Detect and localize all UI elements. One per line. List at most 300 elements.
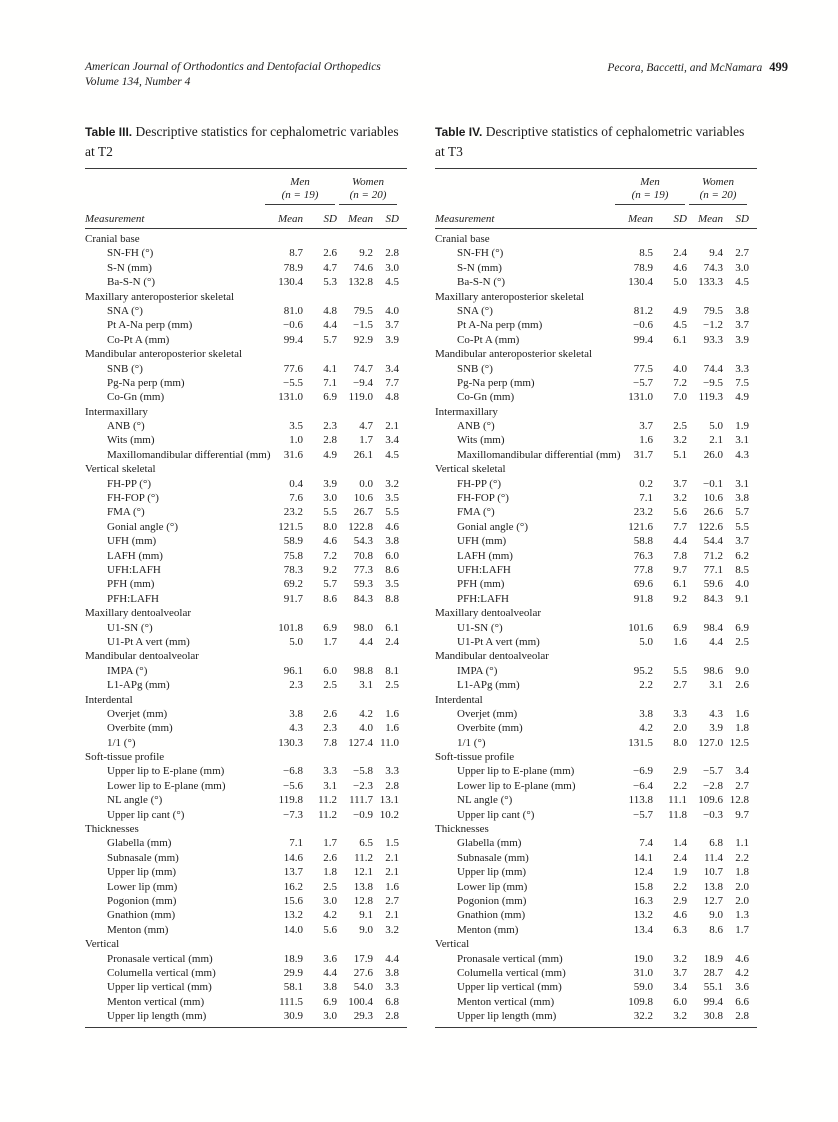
value-cell: 58.1 bbox=[283, 981, 303, 994]
table-row bbox=[435, 505, 749, 519]
value-cell: 84.3 bbox=[353, 592, 373, 605]
measurement-label: Gonial angle (°) bbox=[107, 520, 178, 533]
value-cell: 92.9 bbox=[353, 333, 373, 346]
table-row bbox=[435, 333, 749, 347]
women-n: (n = 20) bbox=[349, 188, 387, 201]
men-sd-header: SD bbox=[323, 213, 337, 225]
measurement-label: Co-Pt A (mm) bbox=[107, 333, 170, 346]
table-row bbox=[435, 563, 749, 577]
value-cell: 55.1 bbox=[703, 981, 723, 994]
value-cell: 3.4 bbox=[385, 434, 399, 447]
value-cell: 10.6 bbox=[353, 492, 373, 505]
value-cell: 4.9 bbox=[735, 391, 749, 404]
table-row bbox=[435, 390, 749, 404]
value-cell: 5.6 bbox=[323, 923, 337, 936]
table-row bbox=[85, 980, 399, 994]
authors: Pecora, Baccetti, and McNamara bbox=[607, 62, 763, 74]
value-cell: 29.3 bbox=[353, 1010, 373, 1023]
value-cell: 4.9 bbox=[323, 448, 337, 461]
measurement-label: FH-PP (°) bbox=[457, 477, 502, 490]
value-cell: 1.9 bbox=[735, 420, 749, 433]
table-row bbox=[435, 995, 749, 1009]
table-row bbox=[85, 448, 399, 462]
value-cell: 4.4 bbox=[673, 535, 687, 548]
section-row bbox=[85, 937, 399, 951]
value-cell: 3.2 bbox=[673, 492, 687, 505]
table-row bbox=[435, 419, 749, 433]
value-cell: 5.5 bbox=[323, 506, 337, 519]
value-cell: 8.8 bbox=[385, 592, 399, 605]
value-cell: 3.0 bbox=[735, 261, 749, 274]
table-row bbox=[435, 621, 749, 635]
value-cell: 4.0 bbox=[673, 362, 687, 375]
measurement-label: Upper lip (mm) bbox=[107, 866, 177, 879]
value-cell: 11.0 bbox=[380, 736, 399, 749]
measurement-label: Maxillary dentoalveolar bbox=[435, 607, 541, 620]
value-cell: 2.1 bbox=[385, 866, 399, 879]
value-cell: 2.6 bbox=[323, 851, 337, 864]
value-cell: 2.6 bbox=[323, 247, 337, 260]
value-cell: 1.6 bbox=[639, 434, 653, 447]
value-cell: 12.7 bbox=[703, 894, 723, 907]
table-row bbox=[435, 635, 749, 649]
value-cell: 100.4 bbox=[348, 995, 373, 1008]
measurement-label: Pogonion (mm) bbox=[457, 894, 527, 907]
measurement-label: Maxillary anteroposterior skeletal bbox=[435, 290, 585, 303]
table-row bbox=[435, 520, 749, 534]
value-cell: 14.6 bbox=[283, 851, 303, 864]
table-row bbox=[85, 505, 399, 519]
table-row bbox=[435, 549, 749, 563]
section-row bbox=[435, 232, 749, 246]
value-cell: −9.4 bbox=[353, 376, 373, 389]
value-cell: 74.3 bbox=[703, 261, 723, 274]
value-cell: 84.3 bbox=[703, 592, 723, 605]
measurement-label: Co-Gn (mm) bbox=[457, 391, 515, 404]
value-cell: 7.0 bbox=[673, 391, 687, 404]
table-row bbox=[435, 261, 749, 275]
value-cell: 69.2 bbox=[283, 578, 303, 591]
value-cell: 3.0 bbox=[323, 894, 337, 907]
value-cell: 19.0 bbox=[633, 952, 653, 965]
value-cell: 58.9 bbox=[283, 535, 303, 548]
measurement-label: Intermaxillary bbox=[435, 405, 498, 418]
measurement-label: Mandibular dentoalveolar bbox=[435, 650, 549, 663]
value-cell: 3.2 bbox=[673, 952, 687, 965]
value-cell: 99.4 bbox=[703, 995, 723, 1008]
value-cell: 5.3 bbox=[323, 276, 337, 289]
measurement-label: 1/1 (°) bbox=[457, 736, 486, 749]
value-cell: −0.3 bbox=[703, 808, 723, 821]
measurement-label: SN-FH (°) bbox=[457, 247, 504, 260]
measurement-label: Cranial base bbox=[85, 233, 140, 245]
men-column-group bbox=[615, 176, 685, 205]
value-cell: −6.9 bbox=[633, 765, 653, 778]
measurement-label: FH-FOP (°) bbox=[457, 492, 509, 505]
table-row bbox=[85, 275, 399, 289]
measurement-label: Cranial base bbox=[435, 233, 490, 245]
value-cell: 11.2 bbox=[318, 794, 337, 807]
table-4-caption-text: Descriptive statistics of cephalometric variables at T3 bbox=[435, 124, 745, 159]
men-label: Men bbox=[640, 176, 660, 188]
measurement-label: Overjet (mm) bbox=[457, 707, 518, 720]
value-cell: 98.0 bbox=[353, 621, 373, 634]
measurement-label: Gnathion (mm) bbox=[457, 909, 526, 922]
value-cell: 4.5 bbox=[673, 319, 687, 332]
table-row bbox=[85, 534, 399, 548]
value-cell: 3.9 bbox=[735, 333, 749, 346]
section-row bbox=[435, 937, 749, 951]
value-cell: 130.4 bbox=[278, 276, 303, 289]
table-header bbox=[435, 169, 757, 229]
value-cell: 3.6 bbox=[323, 952, 337, 965]
value-cell: 13.2 bbox=[633, 909, 653, 922]
value-cell: 3.2 bbox=[673, 434, 687, 447]
measurement-label: LAFH (mm) bbox=[457, 549, 513, 562]
table-row bbox=[435, 1009, 749, 1023]
value-cell: 4.4 bbox=[359, 635, 373, 648]
value-cell: 101.8 bbox=[278, 621, 303, 634]
value-cell: 2.7 bbox=[735, 247, 749, 260]
value-cell: 5.5 bbox=[385, 506, 399, 519]
women-mean-header: Mean bbox=[347, 213, 373, 225]
measurement-label: L1-APg (mm) bbox=[457, 679, 520, 692]
value-cell: 4.5 bbox=[385, 448, 399, 461]
measurement-label: Columella vertical (mm) bbox=[457, 966, 566, 979]
measurement-label: Mandibular anteroposterior skeletal bbox=[435, 348, 593, 361]
women-sd-header: SD bbox=[385, 213, 399, 225]
value-cell: 99.4 bbox=[283, 333, 303, 346]
women-n: (n = 20) bbox=[699, 188, 737, 201]
measurement-label: Thicknesses bbox=[435, 823, 489, 836]
table-row bbox=[85, 1009, 399, 1023]
measurement-label: Ba-S-N (°) bbox=[457, 276, 506, 289]
measurement-label: Upper lip cant (°) bbox=[457, 808, 535, 821]
value-cell: 17.9 bbox=[353, 952, 373, 965]
value-cell: 12.4 bbox=[633, 866, 653, 879]
table-row bbox=[85, 362, 399, 376]
men-sd-header: SD bbox=[673, 213, 687, 225]
value-cell: 2.3 bbox=[289, 679, 303, 692]
value-cell: 9.0 bbox=[359, 923, 373, 936]
value-cell: 4.6 bbox=[673, 909, 687, 922]
value-cell: 1.1 bbox=[735, 837, 749, 850]
value-cell: 12.8 bbox=[729, 794, 749, 807]
table-row bbox=[435, 477, 749, 491]
table-row bbox=[435, 923, 749, 937]
value-cell: 6.1 bbox=[673, 333, 687, 346]
men-label: Men bbox=[290, 176, 310, 188]
value-cell: 70.8 bbox=[353, 549, 373, 562]
table-row bbox=[435, 577, 749, 591]
value-cell: 111.7 bbox=[349, 794, 373, 807]
table-header bbox=[85, 169, 407, 229]
value-cell: 8.6 bbox=[385, 563, 399, 576]
measurement-header: Measurement bbox=[435, 213, 495, 225]
value-cell: 2.6 bbox=[735, 679, 749, 692]
measurement-label: Intermaxillary bbox=[85, 405, 148, 418]
measurement-label: Mandibular dentoalveolar bbox=[85, 650, 199, 663]
table-row bbox=[85, 966, 399, 980]
value-cell: 1.6 bbox=[673, 635, 687, 648]
women-sd-header: SD bbox=[735, 213, 749, 225]
measurement-label: Overbite (mm) bbox=[457, 722, 523, 735]
measurement-label: Vertical bbox=[435, 938, 470, 951]
value-cell: 6.0 bbox=[323, 664, 337, 677]
value-cell: 2.2 bbox=[673, 779, 687, 792]
measurement-label: ANB (°) bbox=[457, 420, 495, 433]
section-row bbox=[435, 347, 749, 361]
value-cell: 2.2 bbox=[639, 679, 653, 692]
table-row bbox=[435, 793, 749, 807]
value-cell: 2.0 bbox=[673, 722, 687, 735]
value-cell: 4.1 bbox=[323, 362, 337, 375]
value-cell: 5.7 bbox=[323, 578, 337, 591]
value-cell: 16.3 bbox=[633, 894, 653, 907]
value-cell: 3.1 bbox=[735, 477, 749, 490]
value-cell: 3.1 bbox=[735, 434, 749, 447]
value-cell: 8.6 bbox=[323, 592, 337, 605]
value-cell: 4.3 bbox=[709, 707, 723, 720]
value-cell: 81.0 bbox=[283, 304, 303, 317]
value-cell: 14.0 bbox=[283, 923, 303, 936]
value-cell: 9.0 bbox=[709, 909, 723, 922]
value-cell: 130.3 bbox=[278, 736, 303, 749]
value-cell: 12.1 bbox=[353, 866, 373, 879]
value-cell: −0.9 bbox=[353, 808, 373, 821]
table-row bbox=[435, 246, 749, 260]
value-cell: 127.4 bbox=[348, 736, 373, 749]
table-row bbox=[85, 376, 399, 390]
measurement-label: Pronasale vertical (mm) bbox=[457, 952, 563, 965]
value-cell: 26.6 bbox=[703, 506, 723, 519]
value-cell: 74.6 bbox=[353, 261, 373, 274]
value-cell: 1.8 bbox=[323, 866, 337, 879]
value-cell: 3.2 bbox=[673, 1010, 687, 1023]
men-n: (n = 19) bbox=[281, 188, 319, 201]
value-cell: 2.5 bbox=[735, 635, 749, 648]
value-cell: 2.8 bbox=[385, 247, 399, 260]
table-row bbox=[85, 908, 399, 922]
value-cell: 1.9 bbox=[673, 866, 687, 879]
value-cell: 113.8 bbox=[628, 794, 653, 807]
measurement-label: LAFH (mm) bbox=[107, 549, 163, 562]
value-cell: 5.5 bbox=[735, 520, 749, 533]
table-row bbox=[85, 779, 399, 793]
value-cell: 8.7 bbox=[289, 247, 303, 260]
measurement-label: Menton (mm) bbox=[457, 923, 519, 936]
value-cell: −0.6 bbox=[633, 319, 653, 332]
value-cell: 79.5 bbox=[703, 304, 723, 317]
measurement-label: Menton vertical (mm) bbox=[457, 995, 555, 1008]
table-body bbox=[435, 229, 757, 1028]
measurement-label: Vertical skeletal bbox=[85, 463, 156, 476]
value-cell: 10.6 bbox=[703, 492, 723, 505]
value-cell: 13.2 bbox=[283, 909, 303, 922]
table-row bbox=[85, 592, 399, 606]
value-cell: 3.3 bbox=[385, 765, 399, 778]
table-row bbox=[435, 707, 749, 721]
value-cell: 122.6 bbox=[698, 520, 723, 533]
value-cell: 0.4 bbox=[289, 477, 303, 490]
value-cell: 7.8 bbox=[673, 549, 687, 562]
table-row bbox=[85, 923, 399, 937]
table-row bbox=[435, 764, 749, 778]
value-cell: 2.8 bbox=[385, 779, 399, 792]
measurement-label: Columella vertical (mm) bbox=[107, 966, 216, 979]
table-row bbox=[435, 362, 749, 376]
value-cell: 31.6 bbox=[283, 448, 303, 461]
value-cell: 6.8 bbox=[709, 837, 723, 850]
value-cell: 1.8 bbox=[735, 722, 749, 735]
value-cell: 58.8 bbox=[633, 535, 653, 548]
value-cell: 3.2 bbox=[385, 477, 399, 490]
measurement-label: PFH:LAFH bbox=[107, 592, 159, 605]
measurement-label: Wits (mm) bbox=[107, 434, 155, 447]
value-cell: 28.7 bbox=[703, 966, 723, 979]
value-cell: 13.4 bbox=[633, 923, 653, 936]
measurement-label: Glabella (mm) bbox=[457, 837, 522, 850]
value-cell: 121.6 bbox=[628, 520, 653, 533]
value-cell: 11.8 bbox=[668, 808, 687, 821]
women-column-group bbox=[339, 176, 397, 205]
measurement-label: IMPA (°) bbox=[107, 664, 148, 677]
value-cell: 2.5 bbox=[323, 880, 337, 893]
table-row bbox=[85, 664, 399, 678]
running-head-right bbox=[607, 60, 788, 75]
section-row bbox=[85, 606, 399, 620]
value-cell: 2.5 bbox=[323, 679, 337, 692]
table-row bbox=[435, 836, 749, 850]
value-cell: 4.6 bbox=[385, 520, 399, 533]
value-cell: 6.5 bbox=[359, 837, 373, 850]
measurement-label: FH-FOP (°) bbox=[107, 492, 159, 505]
measurement-label: SN-FH (°) bbox=[107, 247, 154, 260]
table-row bbox=[85, 880, 399, 894]
measurement-label: UFH:LAFH bbox=[107, 563, 161, 576]
table-4 bbox=[435, 122, 757, 1028]
table-3-caption-text: Descriptive statistics for cephalometric variables at T2 bbox=[85, 124, 399, 159]
value-cell: 3.5 bbox=[289, 420, 303, 433]
value-cell: 6.1 bbox=[673, 578, 687, 591]
value-cell: 13.8 bbox=[353, 880, 373, 893]
measurement-label: Upper lip length (mm) bbox=[457, 1010, 557, 1023]
measurement-label: Pronasale vertical (mm) bbox=[107, 952, 213, 965]
measurement-label: Upper lip (mm) bbox=[457, 866, 527, 879]
value-cell: 132.8 bbox=[348, 276, 373, 289]
running-head-left bbox=[85, 60, 381, 90]
value-cell: 91.8 bbox=[633, 592, 653, 605]
value-cell: 6.0 bbox=[673, 995, 687, 1008]
value-cell: 119.3 bbox=[698, 391, 723, 404]
table-body bbox=[85, 229, 407, 1028]
section-row bbox=[85, 693, 399, 707]
measurement-label: Lower lip (mm) bbox=[457, 880, 528, 893]
value-cell: 3.1 bbox=[359, 679, 373, 692]
value-cell: 3.3 bbox=[323, 765, 337, 778]
value-cell: 4.2 bbox=[359, 707, 373, 720]
table-4-caption-label: Table IV. bbox=[435, 125, 483, 139]
value-cell: 2.2 bbox=[735, 851, 749, 864]
value-cell: 2.5 bbox=[385, 679, 399, 692]
value-cell: 3.7 bbox=[673, 966, 687, 979]
value-cell: 5.0 bbox=[709, 420, 723, 433]
value-cell: 8.0 bbox=[323, 520, 337, 533]
measurement-label: Overjet (mm) bbox=[107, 707, 168, 720]
value-cell: 4.7 bbox=[323, 261, 337, 274]
measurement-label: U1-SN (°) bbox=[107, 621, 153, 634]
table-row bbox=[85, 851, 399, 865]
value-cell: 59.6 bbox=[703, 578, 723, 591]
table-4-caption bbox=[435, 122, 757, 163]
value-cell: 74.4 bbox=[703, 362, 723, 375]
section-row bbox=[435, 693, 749, 707]
value-cell: 3.2 bbox=[385, 923, 399, 936]
women-label: Women bbox=[702, 176, 734, 188]
measurement-label: FMA (°) bbox=[107, 506, 145, 519]
measurement-label: Subnasale (mm) bbox=[107, 851, 179, 864]
measurement-label: SNA (°) bbox=[107, 304, 143, 317]
value-cell: 54.3 bbox=[353, 535, 373, 548]
value-cell: −5.7 bbox=[633, 376, 653, 389]
measurement-label: 1/1 (°) bbox=[107, 736, 136, 749]
value-cell: 1.7 bbox=[735, 923, 749, 936]
value-cell: 3.8 bbox=[289, 707, 303, 720]
value-cell: −5.5 bbox=[283, 376, 303, 389]
value-cell: 3.4 bbox=[673, 981, 687, 994]
value-cell: −6.8 bbox=[283, 765, 303, 778]
measurement-label: PFH (mm) bbox=[457, 578, 505, 591]
measurement-label: Overbite (mm) bbox=[107, 722, 173, 735]
table-row bbox=[435, 808, 749, 822]
value-cell: 131.5 bbox=[628, 736, 653, 749]
table-row bbox=[85, 318, 399, 332]
value-cell: 3.8 bbox=[735, 492, 749, 505]
value-cell: 2.4 bbox=[673, 851, 687, 864]
value-cell: −1.2 bbox=[703, 319, 723, 332]
section-row bbox=[435, 822, 749, 836]
measurement-label: U1-Pt A vert (mm) bbox=[457, 635, 540, 648]
table-row bbox=[85, 793, 399, 807]
value-cell: 2.0 bbox=[735, 880, 749, 893]
table-row bbox=[85, 952, 399, 966]
table-row bbox=[85, 549, 399, 563]
section-row bbox=[85, 405, 399, 419]
measurement-label: Pg-Na perp (mm) bbox=[457, 376, 535, 389]
value-cell: 7.7 bbox=[385, 376, 399, 389]
value-cell: 109.6 bbox=[698, 794, 723, 807]
measurement-label: Upper lip cant (°) bbox=[107, 808, 185, 821]
value-cell: 4.6 bbox=[735, 952, 749, 965]
value-cell: 4.2 bbox=[735, 966, 749, 979]
value-cell: 11.4 bbox=[704, 851, 723, 864]
value-cell: −5.7 bbox=[633, 808, 653, 821]
measurement-label: S-N (mm) bbox=[107, 261, 152, 274]
measurement-label: Interdental bbox=[435, 693, 483, 706]
measurement-label: PFH:LAFH bbox=[457, 592, 509, 605]
value-cell: 3.4 bbox=[385, 362, 399, 375]
measurement-label: U1-Pt A vert (mm) bbox=[107, 635, 190, 648]
value-cell: 1.7 bbox=[359, 434, 373, 447]
value-cell: 4.2 bbox=[323, 909, 337, 922]
table-row bbox=[85, 563, 399, 577]
value-cell: 2.2 bbox=[673, 880, 687, 893]
value-cell: 1.0 bbox=[289, 434, 303, 447]
table-row bbox=[435, 448, 749, 462]
measurement-label: Pg-Na perp (mm) bbox=[107, 376, 185, 389]
value-cell: 27.6 bbox=[353, 966, 373, 979]
value-cell: 2.1 bbox=[385, 909, 399, 922]
